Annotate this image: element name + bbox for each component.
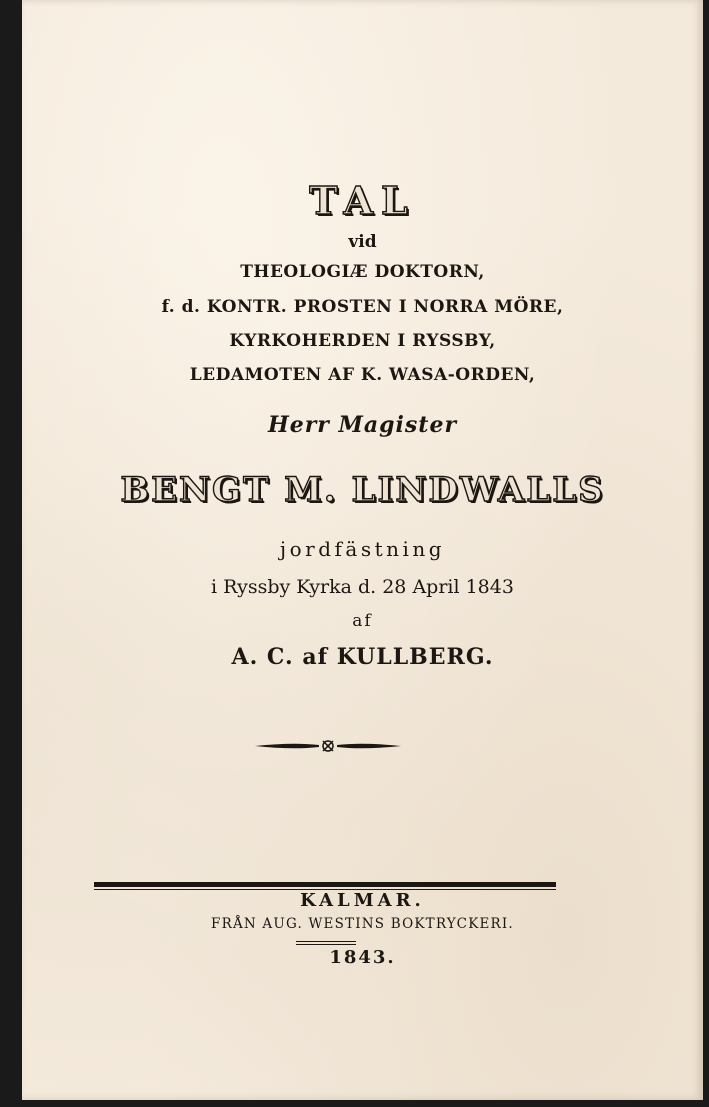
imprint-city: KALMAR. bbox=[300, 890, 425, 911]
imprint-year: 1843. bbox=[329, 947, 396, 968]
imprint-printer: FRÅN AUG. WESTINS BOKTRYCKERI. bbox=[211, 916, 514, 932]
place-date: i Ryssby Kyrka d. 28 April 1843 bbox=[211, 576, 514, 598]
by-word: af bbox=[352, 611, 373, 631]
title-line-2: f. d. KONTR. PROSTEN I NORRA MÖRE, bbox=[161, 297, 564, 317]
year-rule-top bbox=[296, 941, 356, 942]
occasion: jordfästning bbox=[279, 537, 446, 561]
title-line-1: THEOLOGIÆ DOKTORN, bbox=[240, 262, 485, 282]
title-page bbox=[22, 0, 703, 1100]
imprint-rule-thick bbox=[94, 882, 556, 887]
author-name: A. C. af KULLBERG. bbox=[231, 644, 494, 670]
honorific: Herr Magister bbox=[267, 412, 458, 438]
ornamental-divider-icon bbox=[253, 736, 403, 756]
preposition-vid: vid bbox=[348, 232, 377, 252]
title-line-3: KYRKOHERDEN I RYSSBY, bbox=[229, 331, 496, 351]
document-title: TAL bbox=[309, 178, 416, 223]
title-line-4: LEDAMOTEN AF K. WASA-ORDEN, bbox=[189, 365, 536, 385]
deceased-name: BENGT M. LINDWALLS bbox=[120, 470, 605, 510]
year-rule-bottom bbox=[296, 944, 356, 945]
